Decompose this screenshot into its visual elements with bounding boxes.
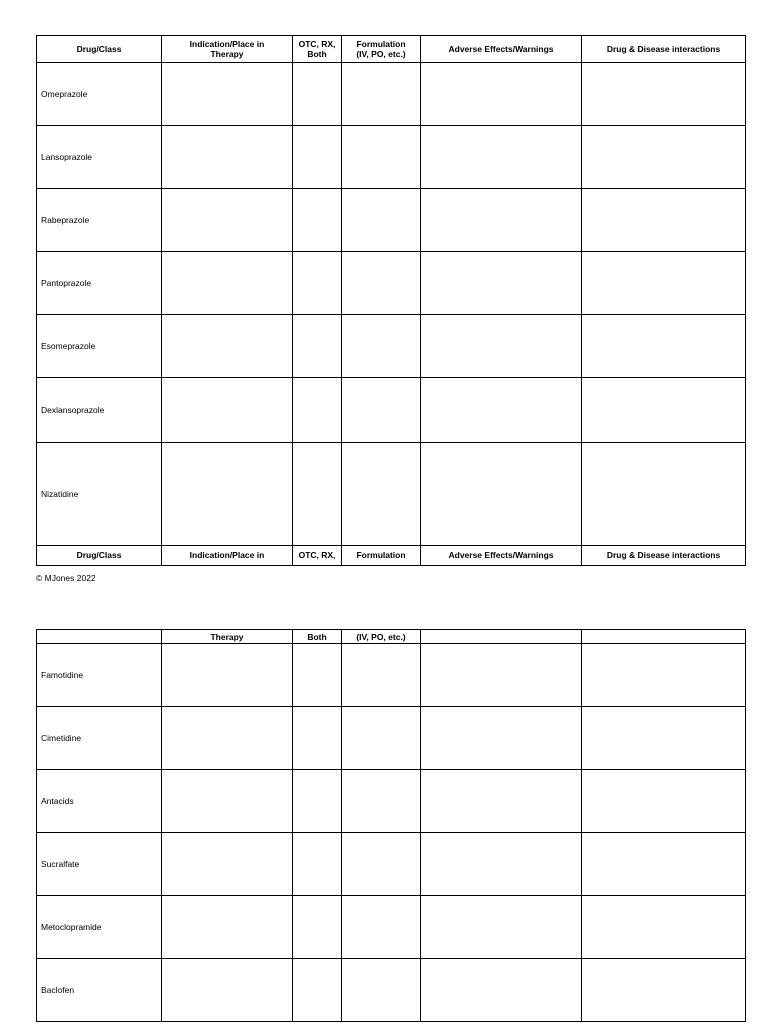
drug-name-cell: Dexlansoprazole (37, 378, 162, 443)
adverse-effects-cell[interactable] (421, 378, 582, 443)
drug-table-page-1 (36, 35, 746, 566)
table-row (37, 63, 746, 126)
table-row (37, 896, 746, 959)
drug-name-cell: Omeprazole (37, 63, 162, 126)
table-header-row (37, 36, 746, 63)
table-row (37, 126, 746, 189)
header-drug-class: Drug/Class (37, 546, 162, 566)
adverse-effects-cell[interactable] (421, 315, 582, 378)
table-header-row-repeat (37, 546, 746, 566)
otc-rx-cell[interactable] (293, 707, 342, 770)
formulation-cell[interactable] (342, 63, 421, 126)
header-interactions (582, 630, 746, 644)
drug-table-page-2 (36, 629, 746, 1022)
drug-name-cell: Pantoprazole (37, 252, 162, 315)
indication-cell[interactable] (162, 252, 293, 315)
otc-rx-cell[interactable] (293, 770, 342, 833)
adverse-effects-cell[interactable] (421, 126, 582, 189)
otc-rx-cell[interactable] (293, 315, 342, 378)
drug-name-cell: Cimetidine (37, 707, 162, 770)
otc-rx-cell[interactable] (293, 189, 342, 252)
interactions-cell[interactable] (582, 252, 746, 315)
formulation-cell[interactable] (342, 378, 421, 443)
indication-cell[interactable] (162, 443, 293, 546)
header-drug-class: Drug/Class (37, 36, 162, 63)
formulation-cell[interactable] (342, 707, 421, 770)
otc-rx-cell[interactable] (293, 833, 342, 896)
header-adverse-effects (421, 630, 582, 644)
table-row (37, 189, 746, 252)
table-row (37, 959, 746, 1022)
otc-rx-cell[interactable] (293, 644, 342, 707)
indication-cell[interactable] (162, 315, 293, 378)
indication-cell[interactable] (162, 896, 293, 959)
table-header-row-continued (37, 630, 746, 644)
interactions-cell[interactable] (582, 896, 746, 959)
table-row (37, 707, 746, 770)
adverse-effects-cell[interactable] (421, 770, 582, 833)
adverse-effects-cell[interactable] (421, 896, 582, 959)
header-formulation: Formulation (IV, PO, etc.) (342, 36, 421, 63)
indication-cell[interactable] (162, 770, 293, 833)
interactions-cell[interactable] (582, 315, 746, 378)
otc-rx-cell[interactable] (293, 126, 342, 189)
header-indication: Indication/Place in Therapy (162, 36, 293, 63)
header-drug-class (37, 630, 162, 644)
formulation-cell[interactable] (342, 315, 421, 378)
interactions-cell[interactable] (582, 959, 746, 1022)
header-interactions: Drug & Disease interactions (582, 546, 746, 566)
formulation-cell[interactable] (342, 833, 421, 896)
indication-cell[interactable] (162, 644, 293, 707)
formulation-cell[interactable] (342, 896, 421, 959)
indication-cell[interactable] (162, 959, 293, 1022)
interactions-cell[interactable] (582, 443, 746, 546)
interactions-cell[interactable] (582, 126, 746, 189)
header-adverse-effects: Adverse Effects/Warnings (421, 36, 582, 63)
otc-rx-cell[interactable] (293, 959, 342, 1022)
header-interactions: Drug & Disease interactions (582, 36, 746, 63)
adverse-effects-cell[interactable] (421, 63, 582, 126)
otc-rx-cell[interactable] (293, 252, 342, 315)
indication-cell[interactable] (162, 833, 293, 896)
otc-rx-cell[interactable] (293, 378, 342, 443)
indication-cell[interactable] (162, 189, 293, 252)
otc-rx-cell[interactable] (293, 443, 342, 546)
interactions-cell[interactable] (582, 644, 746, 707)
drug-name-cell: Baclofen (37, 959, 162, 1022)
interactions-cell[interactable] (582, 707, 746, 770)
interactions-cell[interactable] (582, 378, 746, 443)
header-indication: Indication/Place in (162, 546, 293, 566)
indication-cell[interactable] (162, 378, 293, 443)
table-row (37, 443, 746, 546)
indication-cell[interactable] (162, 707, 293, 770)
adverse-effects-cell[interactable] (421, 443, 582, 546)
drug-name-cell: Lansoprazole (37, 126, 162, 189)
header-formulation: (IV, PO, etc.) (342, 630, 421, 644)
interactions-cell[interactable] (582, 833, 746, 896)
adverse-effects-cell[interactable] (421, 833, 582, 896)
drug-name-cell: Metoclopramide (37, 896, 162, 959)
adverse-effects-cell[interactable] (421, 252, 582, 315)
otc-rx-cell[interactable] (293, 896, 342, 959)
formulation-cell[interactable] (342, 189, 421, 252)
adverse-effects-cell[interactable] (421, 644, 582, 707)
header-otc-rx: OTC, RX, Both (293, 36, 342, 63)
formulation-cell[interactable] (342, 959, 421, 1022)
table-row (37, 252, 746, 315)
drug-name-cell: Antacids (37, 770, 162, 833)
drug-name-cell: Nizatidine (37, 443, 162, 546)
formulation-cell[interactable] (342, 770, 421, 833)
header-otc-rx: Both (293, 630, 342, 644)
table-row (37, 378, 746, 443)
header-indication: Therapy (162, 630, 293, 644)
drug-name-cell: Famotidine (37, 644, 162, 707)
interactions-cell[interactable] (582, 770, 746, 833)
drug-name-cell: Rabeprazole (37, 189, 162, 252)
drug-name-cell: Esomeprazole (37, 315, 162, 378)
interactions-cell[interactable] (582, 189, 746, 252)
indication-cell[interactable] (162, 63, 293, 126)
formulation-cell[interactable] (342, 443, 421, 546)
formulation-cell[interactable] (342, 644, 421, 707)
table-row (37, 833, 746, 896)
formulation-cell[interactable] (342, 252, 421, 315)
header-otc-rx: OTC, RX, (293, 546, 342, 566)
indication-cell[interactable] (162, 126, 293, 189)
adverse-effects-cell[interactable] (421, 959, 582, 1022)
drug-name-cell: Sucralfate (37, 833, 162, 896)
header-formulation: Formulation (342, 546, 421, 566)
table-row (37, 315, 746, 378)
formulation-cell[interactable] (342, 126, 421, 189)
table-row (37, 770, 746, 833)
otc-rx-cell[interactable] (293, 63, 342, 126)
interactions-cell[interactable] (582, 63, 746, 126)
header-adverse-effects: Adverse Effects/Warnings (421, 546, 582, 566)
table-row (37, 644, 746, 707)
adverse-effects-cell[interactable] (421, 189, 582, 252)
adverse-effects-cell[interactable] (421, 707, 582, 770)
copyright-notice: © MJones 2022 (36, 573, 96, 583)
